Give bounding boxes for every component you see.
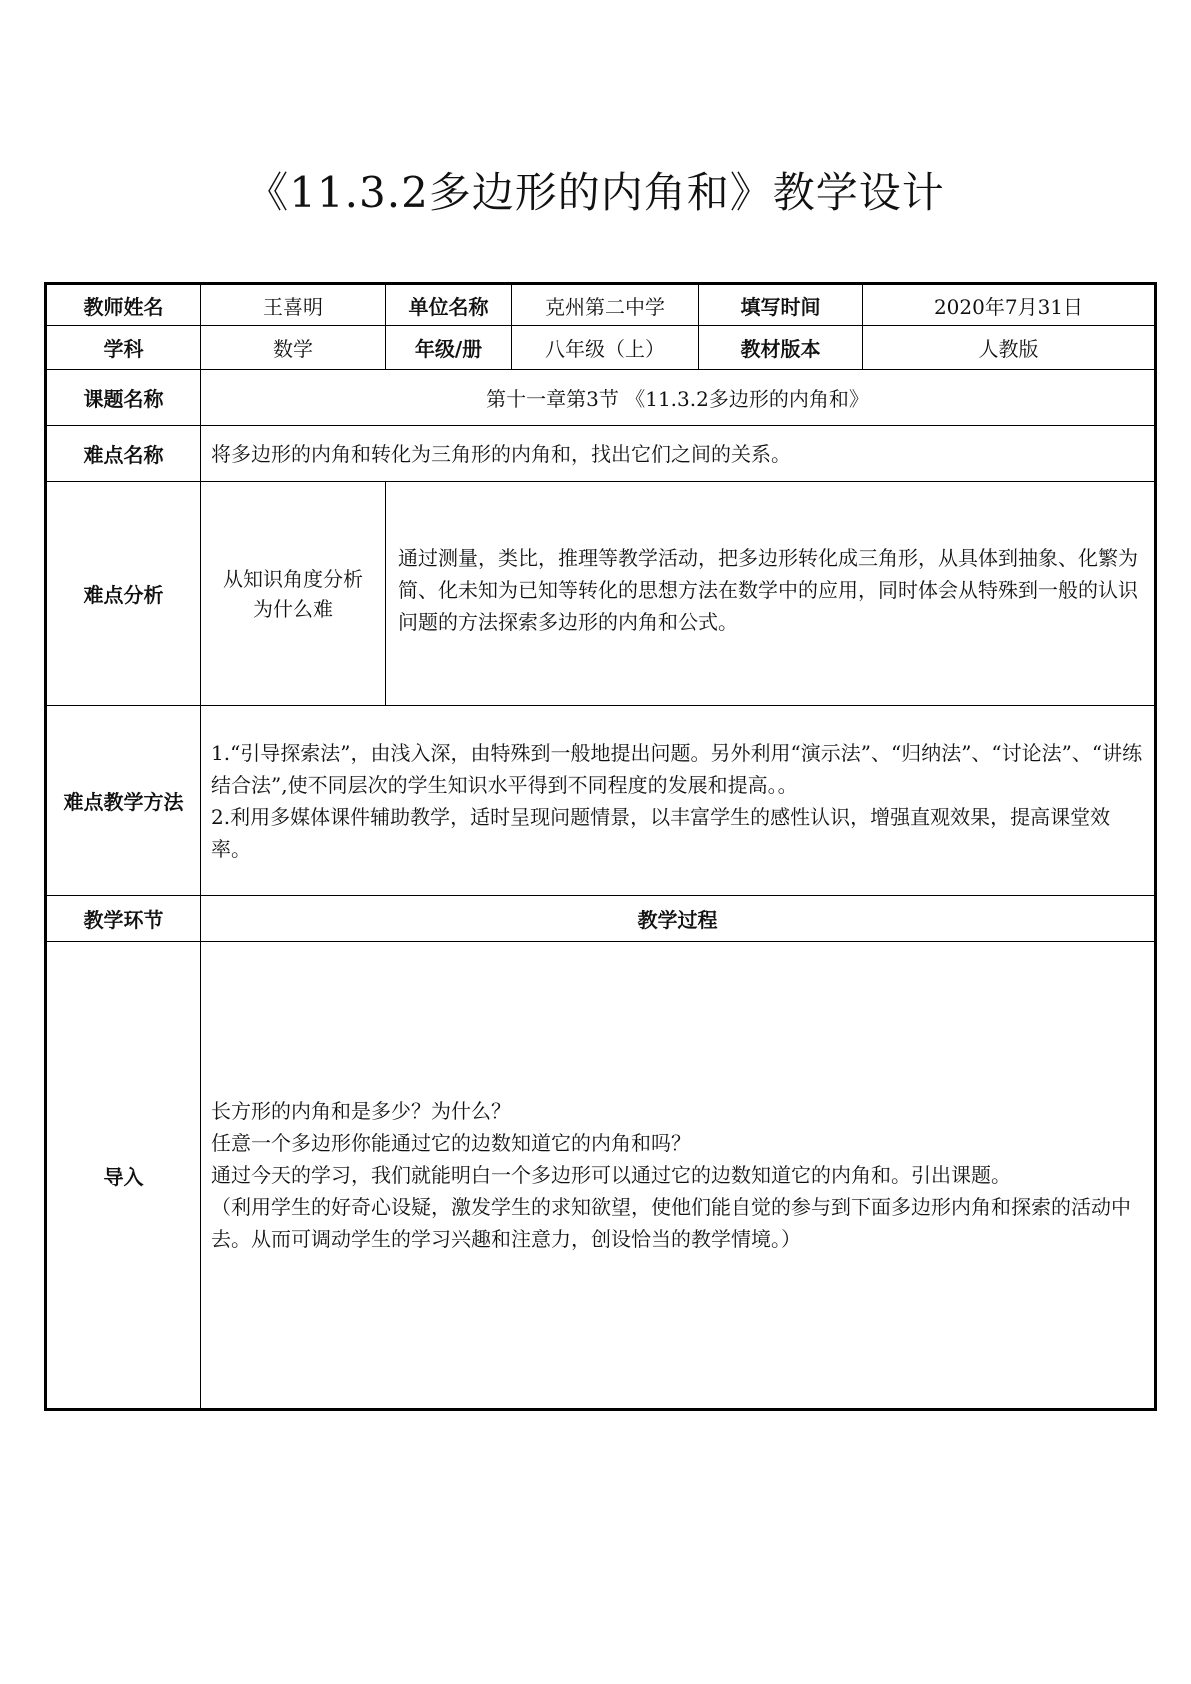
intro-line: （利用学生的好奇心设疑，激发学生的求知欲望，使他们能自觉的参与到下面多边形内角和探索的活动中去。从而可调动学生的学习兴趣和注意力，创设恰当的教学情境。） [211, 1195, 1131, 1251]
table-row [46, 326, 1156, 370]
topic-label: 课题名称 [46, 370, 201, 426]
table-row [46, 426, 1156, 482]
table-row [46, 284, 1156, 326]
subject-value: 数学 [201, 326, 386, 370]
intro-line: 通过今天的学习，我们就能明白一个多边形可以通过它的边数知道它的内角和。引出课题。 [211, 1163, 1011, 1187]
difficulty-value: 将多边形的内角和转化为三角形的内角和，找出它们之间的关系。 [201, 426, 1156, 482]
fill-date-label: 填写时间 [699, 284, 863, 326]
unit-name-label: 单位名称 [386, 284, 512, 326]
fill-date-value: 2020年7月31日 [863, 284, 1156, 326]
stage-header: 教学环节 [46, 896, 201, 942]
textbook-value: 人教版 [863, 326, 1156, 370]
table-row [46, 370, 1156, 426]
method-paragraph-2: 2.利用多媒体课件辅助教学，适时呈现问题情景，以丰富学生的感性认识，增强直观效果，提高课堂效率。 [211, 804, 1111, 861]
intro-label: 导入 [46, 942, 201, 1410]
method-label: 难点教学方法 [46, 706, 201, 896]
table-row [46, 482, 1156, 706]
teacher-name-label: 教师姓名 [46, 284, 201, 326]
grade-value: 八年级（上） [512, 326, 699, 370]
table-row [46, 706, 1156, 896]
intro-line: 任意一个多边形你能通过它的边数知道它的内角和吗？ [211, 1131, 691, 1155]
page-title: 《11.3.2多边形的内角和》教学设计 [246, 168, 945, 217]
analysis-sub-label: 从知识角度分析为什么难 [201, 482, 386, 706]
teacher-name-value: 王喜明 [201, 284, 386, 326]
unit-name-value: 克州第二中学 [512, 284, 699, 326]
method-paragraph-1: 1.“引导探索法”，由浅入深，由特殊到一般地提出问题。另外利用“演示法”、“归纳法”、“讨论法”、“讲练结合法”,使不同层次的学生知识水平得到不同程度的发展和提高。。 [211, 740, 1143, 797]
textbook-label: 教材版本 [699, 326, 863, 370]
table-row [46, 896, 1156, 942]
table-row [46, 942, 1156, 1410]
intro-line: 长方形的内角和是多少？为什么？ [211, 1099, 511, 1123]
subject-label: 学科 [46, 326, 201, 370]
intro-content [201, 942, 1156, 1410]
analysis-value: 通过测量，类比，推理等教学活动，把多边形转化成三角形，从具体到抽象、化繁为简、化未知为已知等转化的思想方法在数学中的应用，同时体会从特殊到一般的认识问题的方法探索多边形的内角和公式。 [386, 482, 1156, 706]
method-value [201, 706, 1156, 896]
analysis-label: 难点分析 [46, 482, 201, 706]
difficulty-label: 难点名称 [46, 426, 201, 482]
topic-value: 第十一章第3节 《11.3.2多边形的内角和》 [201, 370, 1156, 426]
lesson-plan-table [44, 282, 1157, 1411]
process-header: 教学过程 [201, 896, 1156, 942]
grade-label: 年级/册 [386, 326, 512, 370]
